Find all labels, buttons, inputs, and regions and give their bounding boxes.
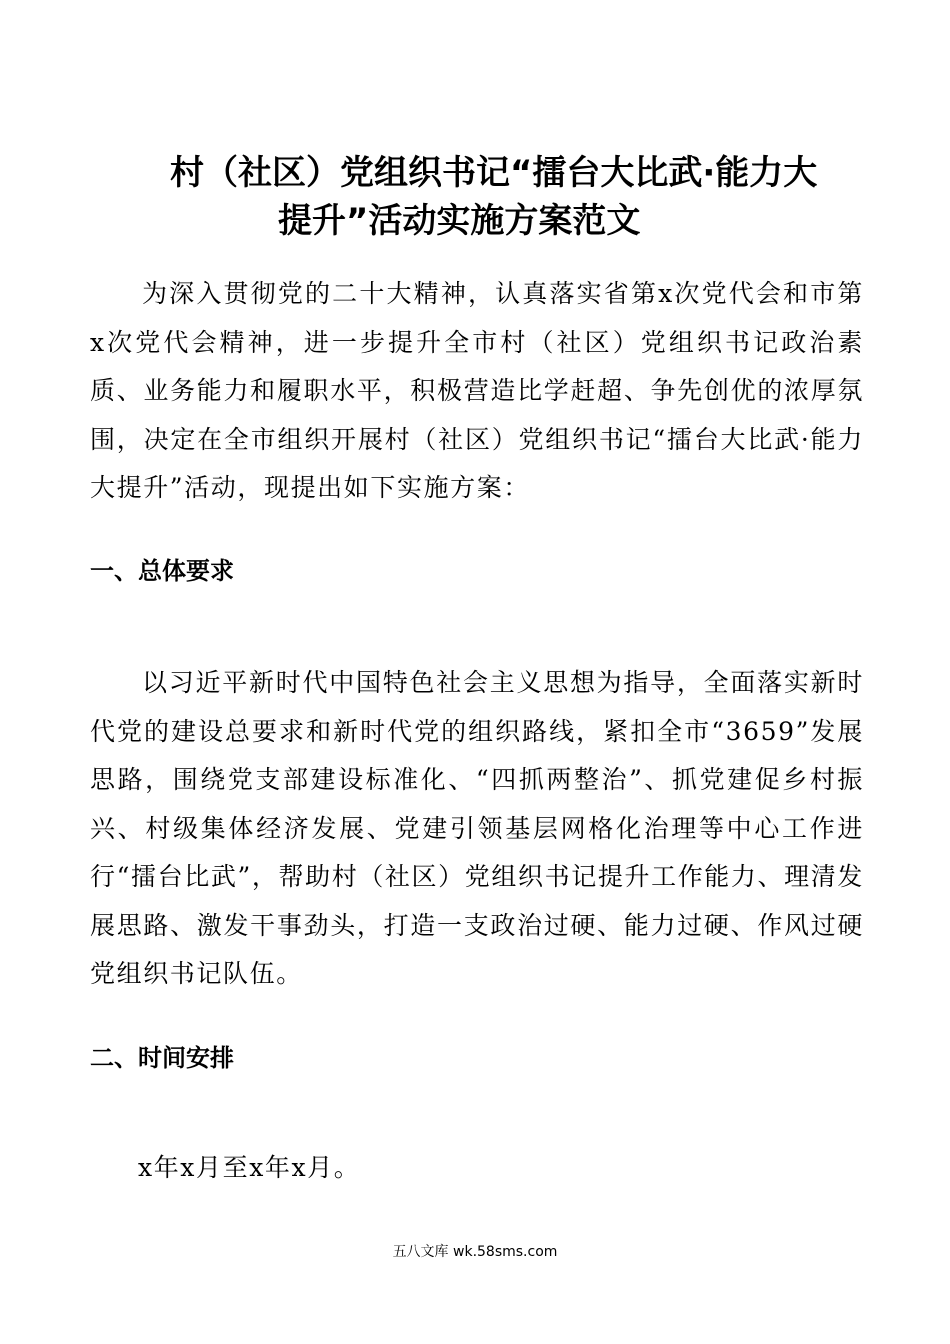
document-title-line-2: 提升”活动实施方案范文 xyxy=(278,201,641,241)
footer-watermark: 五八文库 wk.58sms.com xyxy=(392,1244,558,1260)
section-body-general-requirements: 以习近平新时代中国特色社会主义思想为指导，全面落实新时代党的建设总要求和新时代党的组织路线，紧扣全市“3659”发展思路，围绕党支部建设标准化、“四抓两整治”、抓党建促乡村振兴、村级集体经济发展、党建引领基层网格化治理等中心工作进行“擂台比武”，帮助村（社区）党组织书记提升工作能力、理清发展思路、激发干事劲头，打造一支政治过硬、能力过硬、作风过硬党组织书记队伍。 xyxy=(90,668,864,988)
intro-paragraph: 为深入贯彻党的二十大精神，认真落实省第x次党代会和市第x次党代会精神，进一步提升全市村（社区）党组织书记政治素质、业务能力和履职水平，积极营造比学赶超、争先创优的浓厚氛围，决定在全市组织开展村（社区）党组织书记“擂台大比武·能力大提升”活动，现提出如下实施方案： xyxy=(90,279,864,502)
section-heading-schedule: 二、时间安排 xyxy=(90,1044,234,1072)
section-body-schedule: x年x月至x年x月。 xyxy=(138,1153,361,1182)
section-heading-general-requirements: 一、总体要求 xyxy=(90,557,234,585)
document-title-line-1: 村（社区）党组织书记“擂台大比武·能力大 xyxy=(170,153,818,193)
